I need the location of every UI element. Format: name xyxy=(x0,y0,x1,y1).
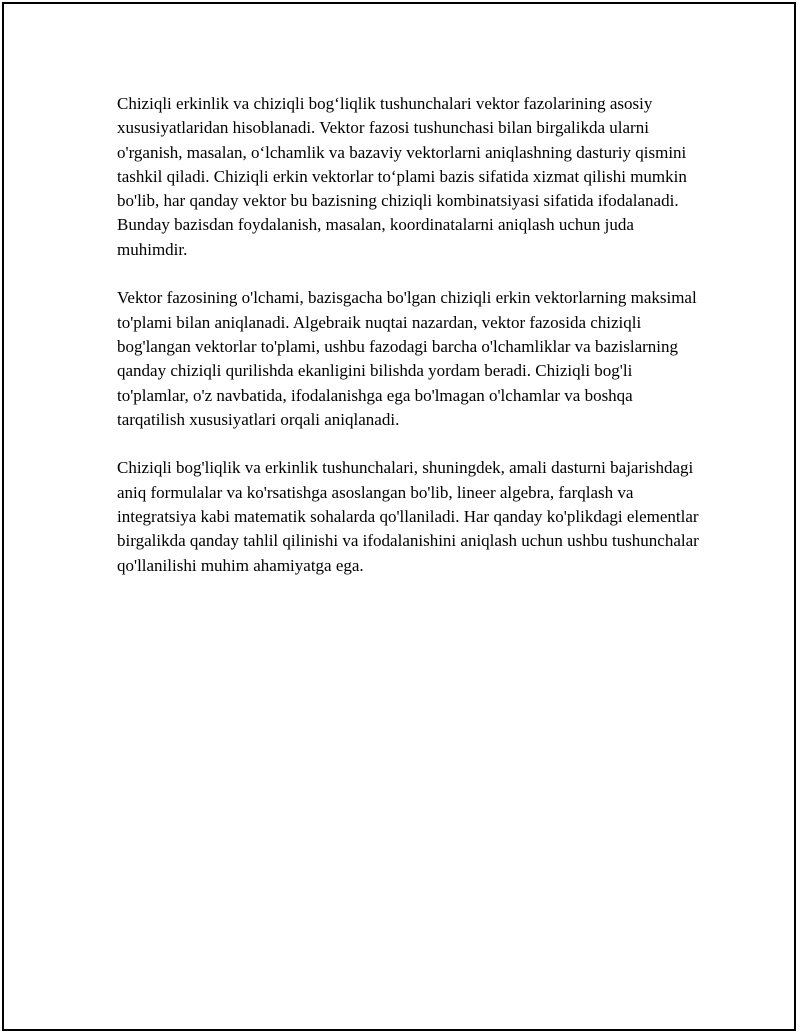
paragraph-1: Chiziqli erkinlik va chiziqli bog‘liqlik tushunchalari vektor fazolarining asosiy xususiyatlaridan hisoblanadi. Vektor fazosi tushunchasi bilan birgalikda ularni o'rganish, masalan, o‘lchamlik va bazaviy vektorlarni aniqlashning dasturiy qismini tashkil qiladi. Chiziqli erkin vektorlar to‘plami bazis sifatida xizmat qilishi mumkin bo'lib, har qanday vektor bu bazisning chiziqli kombinatsiyasi sifatida ifodalanadi. Bunday bazisdan foydalanish, masalan, koordinatalarni aniqlash uchun juda muhimdir. xyxy=(117,94,687,259)
paragraph-2: Vektor fazosining o'lchami, bazisgacha bo'lgan chiziqli erkin vektorlarning maksimal to'plami bilan aniqlanadi. Algebraik nuqtai nazardan, vektor fazosida chiziqli bog'langan vektorlar to'plami, ushbu fazodagi barcha o'lchamliklar va bazislarning qanday chiziqli qurilishda ekanligini bilishda yordam beradi. Chiziqli bog'li to'plamlar, o'z navbatida, ifodalanishga ega bo'lmagan o'lchamlar va boshqa tarqatilish xususiyatlari orqali aniqlanadi. xyxy=(117,288,697,429)
document-body xyxy=(117,92,702,602)
paragraph-3: Chiziqli bog'liqlik va erkinlik tushunchalari, shuningdek, amali dasturni bajarishdagi aniq formulalar va ko'rsatishga asoslangan bo'lib, lineer algebra, farqlash va integratsiya kabi matematik sohalarda qo'llaniladi. Har qanday ko'plikdagi elementlar birgalikda qanday tahlil qilinishi va ifodalanishini aniqlash uchun ushbu tushunchalar qo'llanilishi muhim ahamiyatga ega. xyxy=(117,458,699,575)
